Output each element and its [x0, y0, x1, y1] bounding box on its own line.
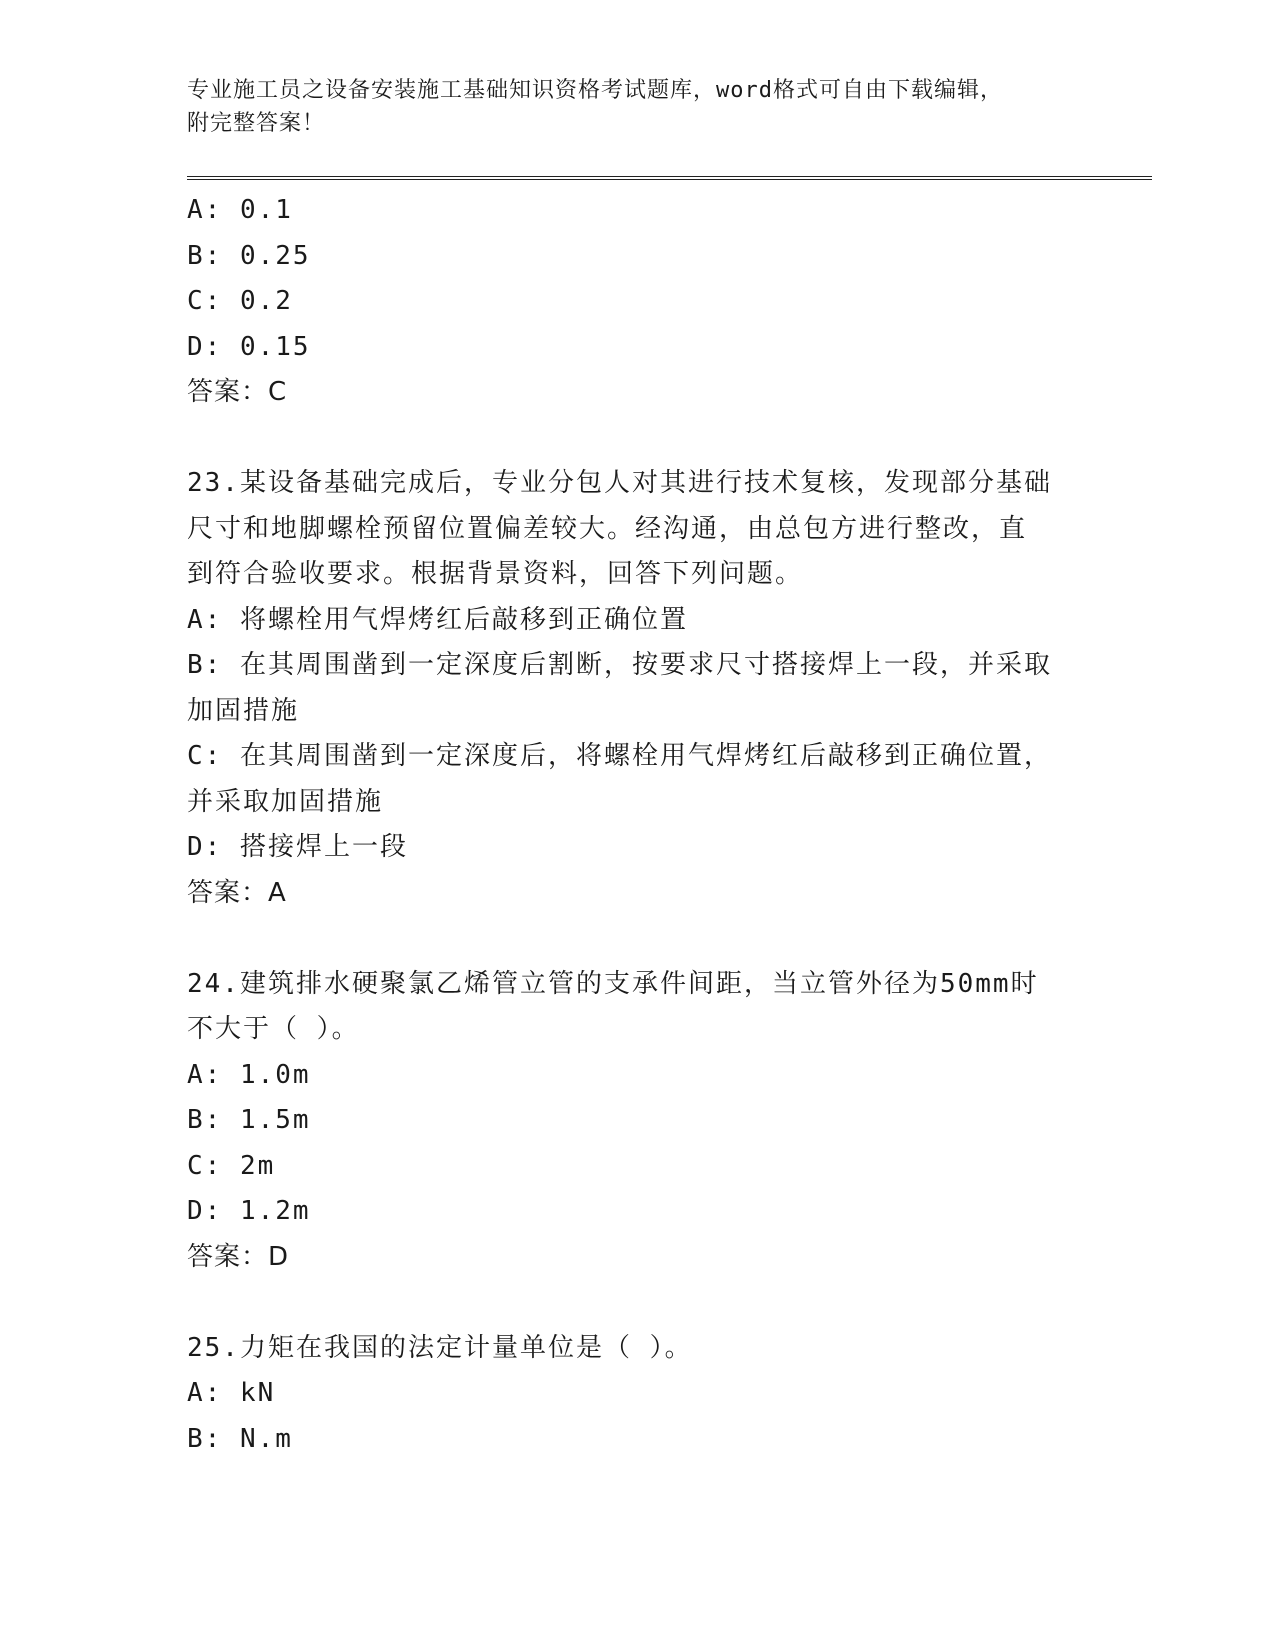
- question-spacer: [187, 416, 1087, 462]
- question-list: [187, 188, 1087, 1462]
- option-c: C: 2m: [187, 1150, 276, 1181]
- option-a: A: 将螺栓用气焊烤红后敲移到正确位置: [187, 604, 688, 635]
- header-divider: [187, 176, 1152, 180]
- question-25: [187, 1326, 1087, 1463]
- question-stem-line: 24.建筑排水硬聚氯乙烯管立管的支承件间距，当立管外径为50mm时: [187, 968, 1039, 999]
- option-d: D: 搭接焊上一段: [187, 832, 408, 862]
- option-b: B: 0.25: [187, 240, 311, 271]
- option-a: A: kN: [187, 1378, 276, 1408]
- option-b: B: N.m: [187, 1423, 293, 1454]
- option-c-continued: 并采取加固措施: [187, 786, 384, 817]
- question-stem-line: 23.某设备基础完成后，专业分包人对其进行技术复核，发现部分基础: [187, 468, 1052, 498]
- answer-line: 答案：A: [187, 877, 287, 908]
- question-23: [187, 461, 1087, 916]
- document-header: [187, 74, 1067, 140]
- option-d: D: 0.15: [187, 331, 311, 362]
- question-stem-line: 尺寸和地脚螺栓预留位置偏差较大。经沟通，由总包方进行整改，直: [187, 513, 1028, 544]
- option-a: A: 0.1: [187, 195, 293, 225]
- option-a: A: 1.0m: [187, 1059, 311, 1090]
- option-b-continued: 加固措施: [187, 695, 300, 726]
- option-c: C: 在其周围凿到一定深度后，将螺栓用气焊烤红后敲移到正确位置，: [187, 741, 1052, 771]
- question-stem-line: 25.力矩在我国的法定计量单位是（ ）。: [187, 1332, 693, 1363]
- header-line-2: 附完整答案！: [187, 111, 326, 136]
- question-stem-line: 不大于（ ）。: [187, 1014, 360, 1044]
- question-stem-line: 到符合验收要求。根据背景资料，回答下列问题。: [187, 559, 804, 589]
- question-spacer: [187, 1280, 1087, 1326]
- option-b: B: 在其周围凿到一定深度后割断，按要求尺寸搭接焊上一段，并采取: [187, 650, 1052, 680]
- question-spacer: [187, 916, 1087, 962]
- question-24: [187, 962, 1087, 1281]
- answer-line: 答案：C: [187, 377, 288, 407]
- option-d: D: 1.2m: [187, 1196, 311, 1226]
- question-22: [187, 188, 1087, 416]
- header-line-1: 专业施工员之设备安装施工基础知识资格考试题库，word格式可自由下载编辑，: [187, 78, 1003, 103]
- option-b: B: 1.5m: [187, 1105, 311, 1135]
- option-c: C: 0.2: [187, 286, 293, 316]
- answer-line: 答案：D: [187, 1241, 290, 1272]
